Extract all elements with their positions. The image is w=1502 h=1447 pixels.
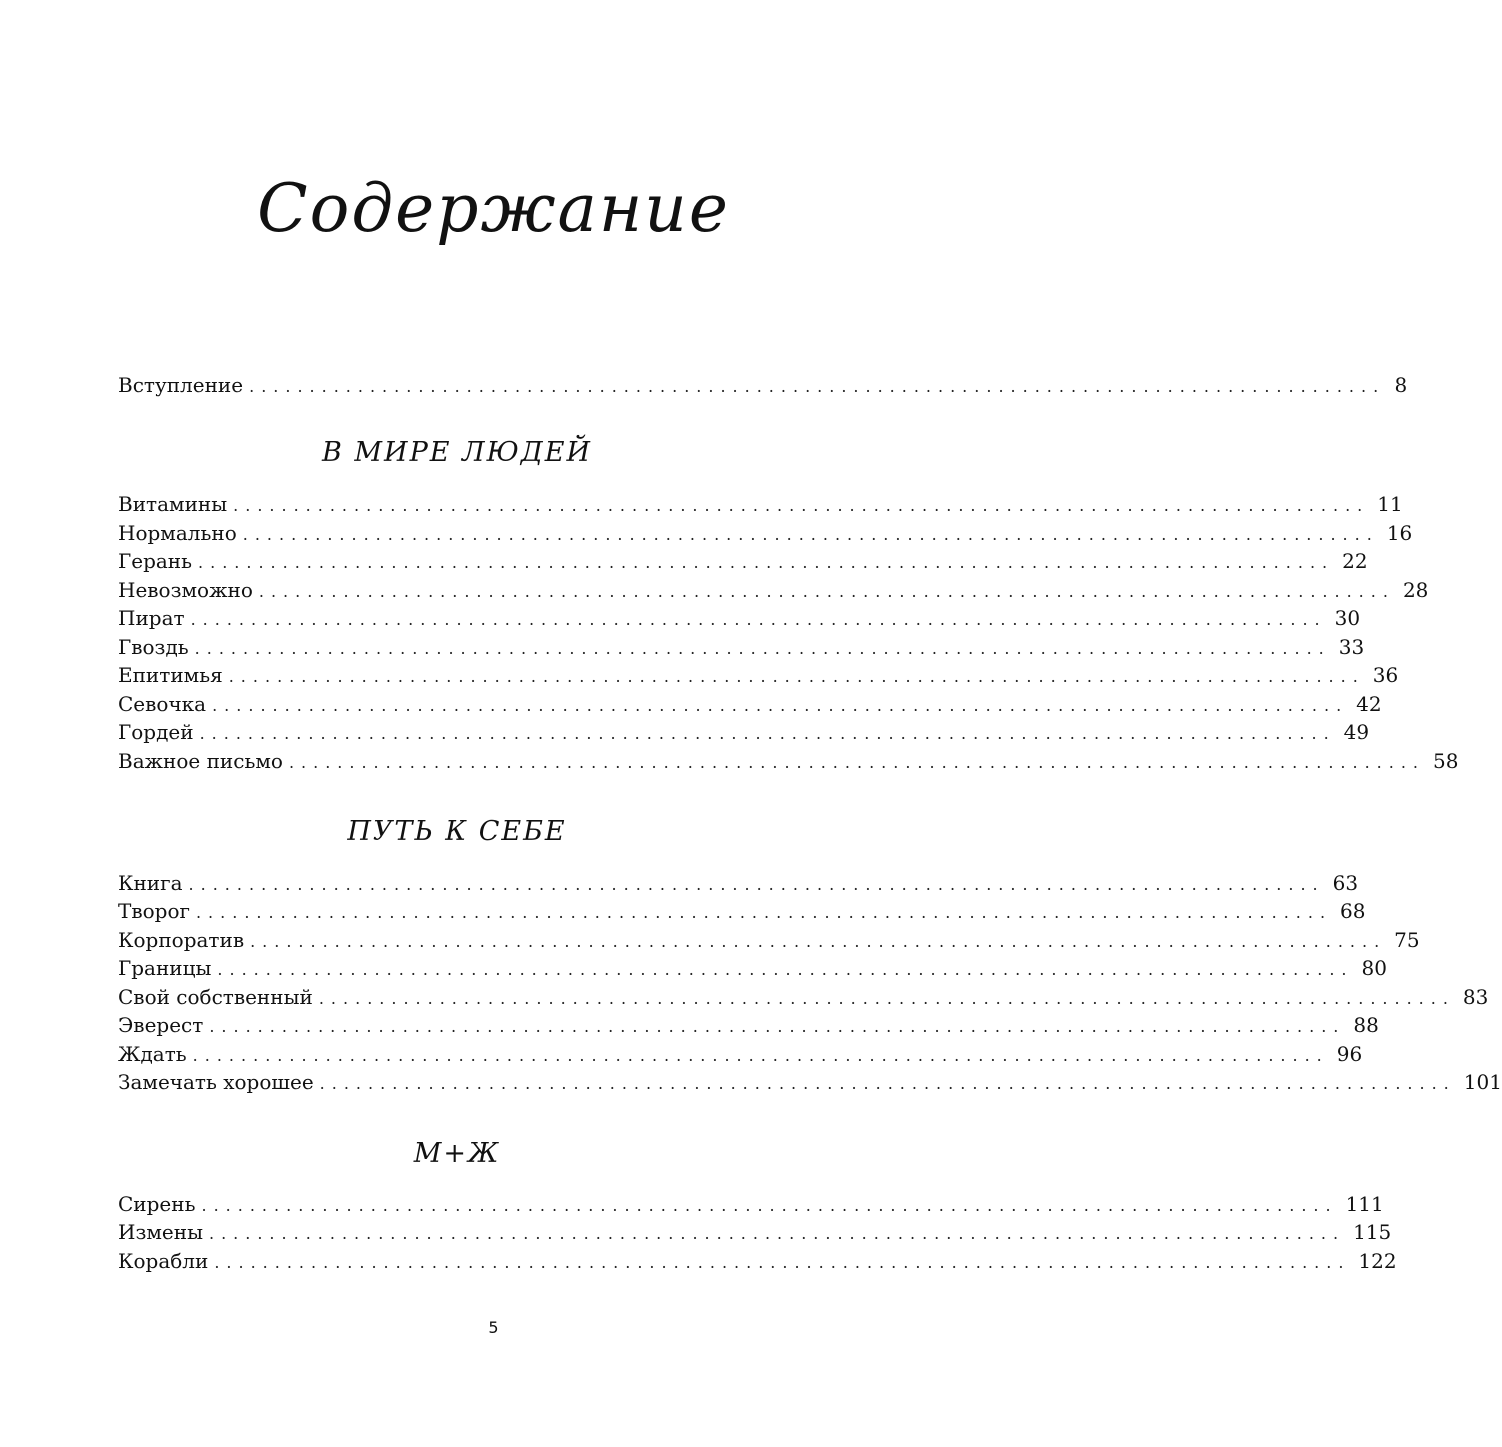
toc-entry-page: 101 bbox=[1463, 1070, 1502, 1094]
leader-dots: .............................................................................................. bbox=[209, 1224, 1346, 1243]
toc-entry-label: Нормально bbox=[118, 521, 237, 545]
toc-entry-label: Корпоратив bbox=[118, 928, 245, 952]
toc-entry-label: Ждать bbox=[118, 1042, 187, 1066]
leader-dots: .............................................................................................. bbox=[209, 1017, 1346, 1036]
leader-dots: .............................................................................................. bbox=[250, 932, 1387, 951]
toc-entry-label: Эверест bbox=[118, 1013, 204, 1037]
toc-entry[interactable] bbox=[118, 490, 1403, 518]
leader-dots: .............................................................................................. bbox=[319, 1074, 1456, 1093]
toc-entry[interactable] bbox=[118, 718, 1370, 746]
leader-dots: .............................................................................................. bbox=[198, 553, 1335, 572]
toc-entry[interactable] bbox=[118, 926, 1420, 954]
toc-entry[interactable] bbox=[118, 633, 1365, 661]
toc-entry[interactable] bbox=[118, 1190, 1384, 1218]
toc-entry-page: 63 bbox=[1332, 871, 1359, 895]
toc-entry-label: Важное письмо bbox=[118, 749, 283, 773]
toc-entry[interactable] bbox=[118, 1068, 1502, 1096]
toc-entry[interactable] bbox=[118, 547, 1368, 575]
leader-dots: .............................................................................................. bbox=[212, 696, 1349, 715]
toc-entry-label: Гвоздь bbox=[118, 635, 189, 659]
leader-dots: .............................................................................................. bbox=[217, 960, 1354, 979]
leader-dots: .............................................................................................. bbox=[188, 875, 1325, 894]
toc-entry-label: Невозможно bbox=[118, 578, 253, 602]
toc-entry[interactable] bbox=[118, 576, 1429, 604]
toc-entry-page: 88 bbox=[1353, 1013, 1379, 1037]
toc-entry[interactable] bbox=[118, 897, 1366, 925]
toc-entry[interactable] bbox=[118, 954, 1387, 982]
toc-entry[interactable] bbox=[118, 519, 1413, 547]
toc-entry[interactable] bbox=[118, 1011, 1379, 1039]
toc-entry-label: Гордей bbox=[118, 720, 194, 744]
leader-dots: .............................................................................................. bbox=[258, 582, 1395, 601]
leader-dots: .............................................................................................. bbox=[242, 525, 1379, 544]
leader-dots: .............................................................................................. bbox=[194, 639, 1331, 658]
toc-entry-page: 49 bbox=[1343, 720, 1370, 744]
page-number: 5 bbox=[488, 1318, 499, 1337]
toc-entry-label: Епитимья bbox=[118, 663, 223, 687]
leader-dots: .............................................................................................. bbox=[233, 496, 1370, 515]
toc-entry-page: 75 bbox=[1394, 928, 1420, 952]
toc-entry-page: 22 bbox=[1342, 549, 1368, 573]
toc-entry-label: Вступление bbox=[118, 373, 244, 397]
toc-entry-page: 11 bbox=[1377, 492, 1403, 516]
toc-entry-label: Границы bbox=[118, 956, 212, 980]
toc-entry[interactable] bbox=[118, 1247, 1397, 1275]
leader-dots: .............................................................................................. bbox=[228, 667, 1365, 686]
toc-entry-label: Свой собственный bbox=[118, 985, 313, 1009]
toc-entry-label: Измены bbox=[118, 1220, 203, 1244]
toc-entry-page: 42 bbox=[1356, 692, 1382, 716]
toc-entry[interactable] bbox=[118, 869, 1359, 897]
toc-entry-page: 122 bbox=[1358, 1249, 1397, 1273]
leader-dots: .............................................................................................. bbox=[195, 903, 1333, 922]
toc-entry-page: 96 bbox=[1336, 1042, 1363, 1066]
leader-dots: .............................................................................................. bbox=[249, 377, 1386, 396]
toc-entry-label: Герань bbox=[118, 549, 193, 573]
toc-entry-page: 33 bbox=[1338, 635, 1365, 659]
leader-dots: .............................................................................................. bbox=[288, 753, 1426, 772]
toc-entry-page: 16 bbox=[1386, 521, 1413, 545]
toc-entry-label: Замечать хорошее bbox=[118, 1070, 314, 1094]
page-title: Содержание bbox=[257, 170, 730, 247]
toc-entry-label: Творог bbox=[118, 899, 190, 923]
toc-entry-page: 58 bbox=[1433, 749, 1459, 773]
toc-entry-page: 115 bbox=[1353, 1220, 1392, 1244]
leader-dots: .............................................................................................. bbox=[318, 989, 1455, 1008]
leader-dots: .............................................................................................. bbox=[192, 1046, 1329, 1065]
section-heading: В МИРЕ ЛЮДЕЙ bbox=[321, 437, 593, 468]
toc-entry-label: Витамины bbox=[118, 492, 228, 516]
toc-entry-page: 80 bbox=[1361, 956, 1387, 980]
toc-entry[interactable] bbox=[118, 604, 1361, 632]
leader-dots: .............................................................................................. bbox=[190, 610, 1327, 629]
toc-entry[interactable] bbox=[118, 983, 1489, 1011]
toc-entry-page: 36 bbox=[1372, 663, 1399, 687]
toc-entry[interactable] bbox=[118, 1040, 1363, 1068]
toc-entry-page: 28 bbox=[1402, 578, 1429, 602]
toc-entry-label: Книга bbox=[118, 871, 183, 895]
toc-entry-page: 68 bbox=[1340, 899, 1366, 923]
toc-entry-intro[interactable] bbox=[118, 371, 1408, 399]
toc-entry-page: 30 bbox=[1334, 606, 1361, 630]
toc-entry-page: 111 bbox=[1345, 1192, 1384, 1216]
leader-dots: .............................................................................................. bbox=[214, 1253, 1351, 1272]
section-heading: ПУТЬ К СЕБЕ bbox=[347, 816, 567, 847]
toc-entry[interactable] bbox=[118, 747, 1459, 775]
toc-entry[interactable] bbox=[118, 690, 1382, 718]
toc-entry[interactable] bbox=[118, 661, 1399, 689]
toc-entry[interactable] bbox=[118, 1218, 1392, 1246]
section-heading: М+Ж bbox=[413, 1138, 501, 1169]
toc-entry-page: 8 bbox=[1394, 373, 1408, 397]
leader-dots: .............................................................................................. bbox=[199, 724, 1336, 743]
toc-entry-label: Сирень bbox=[118, 1192, 196, 1216]
toc-entry-label: Севочка bbox=[118, 692, 207, 716]
toc-entry-label: Пират bbox=[118, 606, 185, 630]
toc-entry-label: Корабли bbox=[118, 1249, 209, 1273]
toc-entry-page: 83 bbox=[1462, 985, 1489, 1009]
leader-dots: .............................................................................................. bbox=[201, 1196, 1338, 1215]
